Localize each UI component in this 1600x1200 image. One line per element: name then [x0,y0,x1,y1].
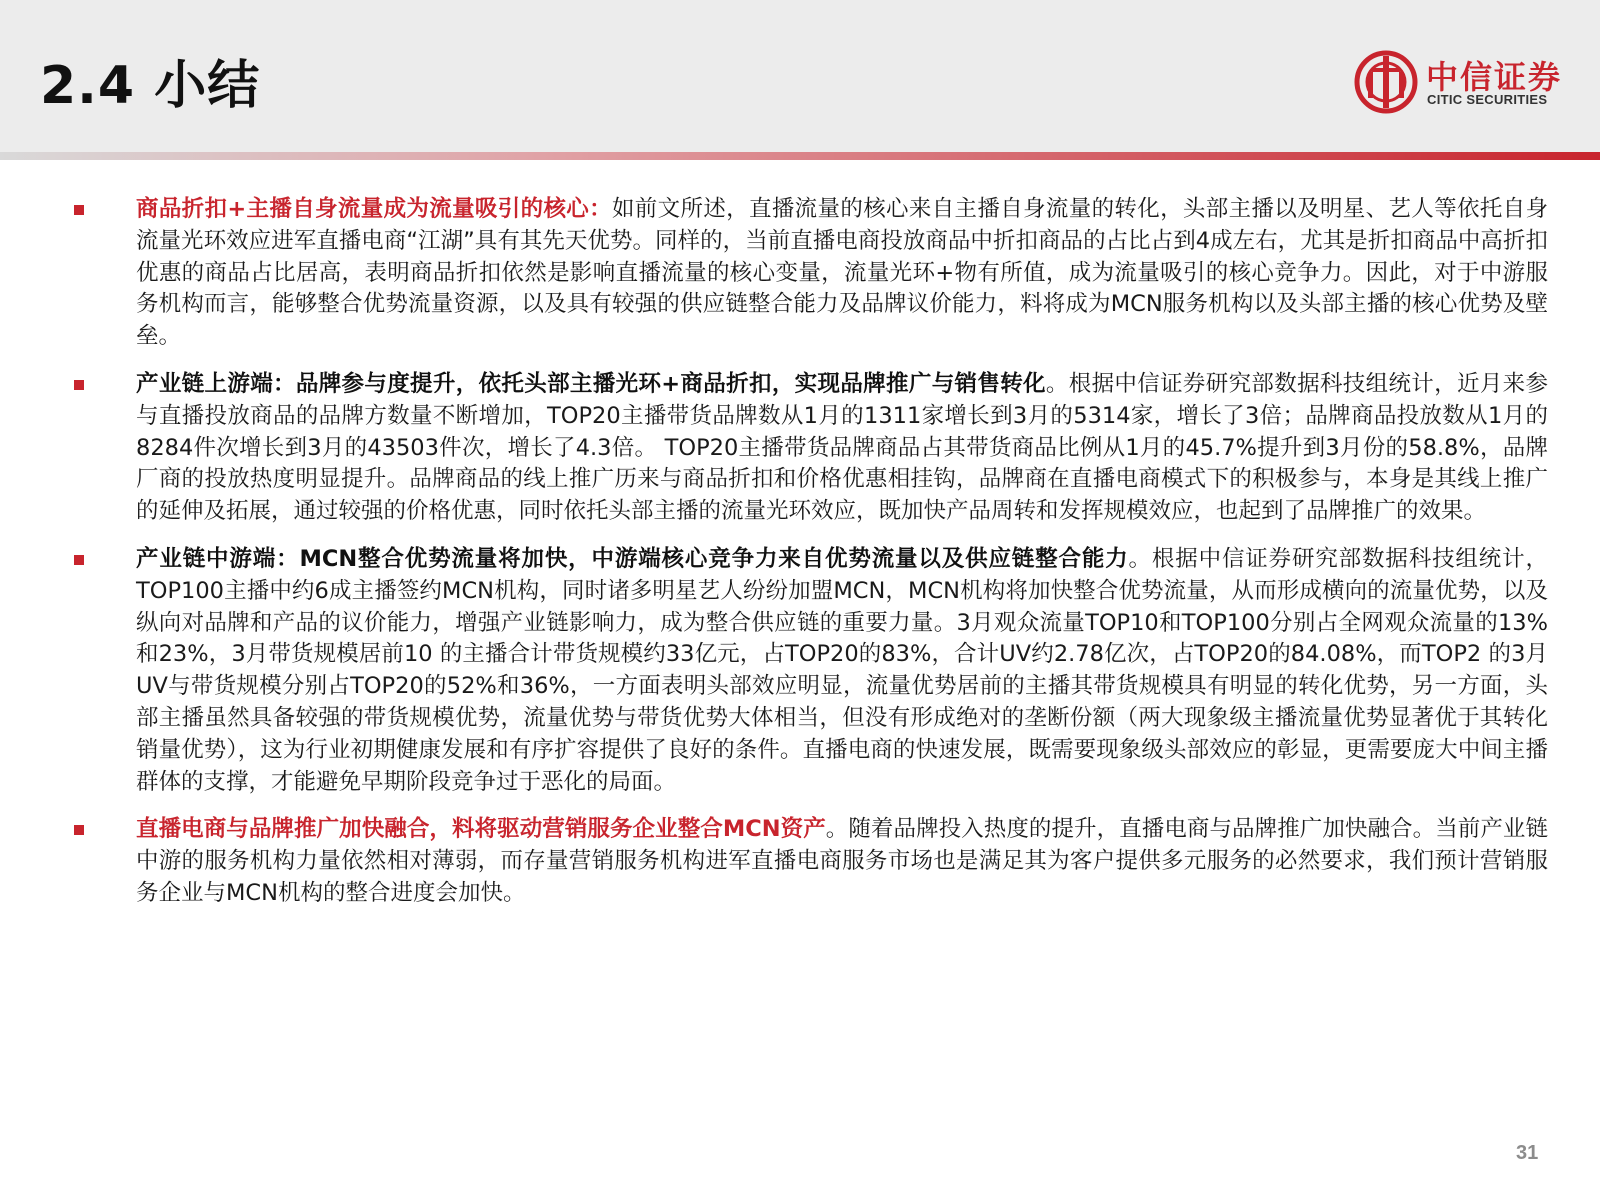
bullet-text: 。根据中信证券研究部数据科技组统计，TOP100主播中约6成主播签约MCN机构，同时诸多明星艺人纷纷加盟MCN，MCN机构将加快整合优势流量，从而形成横向的流量优势，以及纵向对品牌和产品的议价能力，增强产业链影响力，成为整合供应链的重要力量。3月观众流量TOP10和TOP100分别占全网观众流量的13%和23%，3月带货规模居前10 的主播合计带货规模约33亿元，占TOP20的83%，合计UV约2.78亿次，占TOP20的84.08%，而TOP2 的3月UV与带货规模分别占TOP20的52%和36%，一方面表明头部效应明显，流量优势居前的主播其带货规模具有明显的转化优势，另一方面，头部主播虽然具备较强的带货规模优势，流量优势与带货优势大体相当，但没有形成绝对的垄断份额（两大现象级主播流量优势显著优于其转化销量优势），这为行业初期健康发展和有序扩容提供了良好的条件。直播电商的快速发展，既需要现象级头部效应的彰显，更需要庞大中间主播群体的支撑，才能避免早期阶段竞争过于恶化的局面。 [136,545,1548,795]
bullet-text: 。根据中信证券研究部数据科技组统计，近月来参与直播投放商品的品牌方数量不断增加，TOP20主播带货品牌数从1月的1311家增长到3月的5314家，增长了3倍；品牌商品投放数从1月的8284件次增长到3月的43503件次，增长了4.3倍。 TOP20主播带货品牌商品占其带货商品比例从1月的45.7%提升到3月份的58.8%，品牌厂商的投放热度明显提升。品牌商品的线上推广历来与商品折扣和价格优惠相挂钩，品牌商在直播电商模式下的积极参与，本身是其线上推广的延伸及拓展，通过较强的价格优惠，同时依托头部主播的流量光环效应，既加快产品周转和发挥规模效应，也起到了品牌推广的效果。 [136,370,1548,525]
bullet-lead: 产业链上游端：品牌参与度提升，依托头部主播光环+商品折扣，实现品牌推广与销售转化 [136,370,1046,397]
bullet-lead: 直播电商与品牌推广加快融合，料将驱动营销服务企业整合MCN资产 [136,816,826,843]
square-bullet-icon [74,205,84,215]
list-item [70,194,1548,353]
header-divider [0,152,1600,160]
list-item [70,369,1548,528]
citic-logo [1354,50,1574,114]
list-item [70,814,1548,909]
logo-name-en: CITIC SECURITIES [1427,92,1548,107]
list-item [70,544,1548,798]
logo-name-cn: 中信证券 [1426,58,1563,96]
page-title: 2.4 小结 [40,56,261,116]
square-bullet-icon [74,555,84,565]
citic-emblem-icon [1354,50,1418,114]
square-bullet-icon [74,825,84,835]
header-bar [0,0,1600,152]
square-bullet-icon [74,380,84,390]
bullet-lead: 产业链中游端：MCN整合优势流量将加快，中游端核心竞争力来自优势流量以及供应链整合能力 [136,545,1129,572]
page-number: 31 [1516,1142,1539,1164]
bullet-text: 如前文所述，直播流量的核心来自主播自身流量的转化，头部主播以及明星、艺人等依托自身流量光环效应进军直播电商“江湖”具有其先天优势。同样的，当前直播电商投放商品中折扣商品的占比占到4成左右，尤其是折扣商品中高折扣优惠的商品占比居高，表明商品折扣依然是影响直播流量的核心变量，流量光环+物有所值，成为流量吸引的核心竞争力。因此，对于中游服务机构而言，能够整合优势流量资源，以及具有较强的供应链整合能力及品牌议价能力，料将成为MCN服务机构以及头部主播的核心优势及壁垒。 [136,196,1548,350]
summary-list [70,194,1548,926]
bullet-lead: 商品折扣+主播自身流量成为流量吸引的核心： [136,196,612,222]
bullet-text: 。随着品牌投入热度的提升，直播电商与品牌推广加快融合。当前产业链中游的服务机构力量依然相对薄弱，而存量营销服务机构进军直播电商服务市场也是满足其为客户提供多元服务的必然要求，我们预计营销服务企业与MCN机构的整合进度会加快。 [136,816,1548,906]
